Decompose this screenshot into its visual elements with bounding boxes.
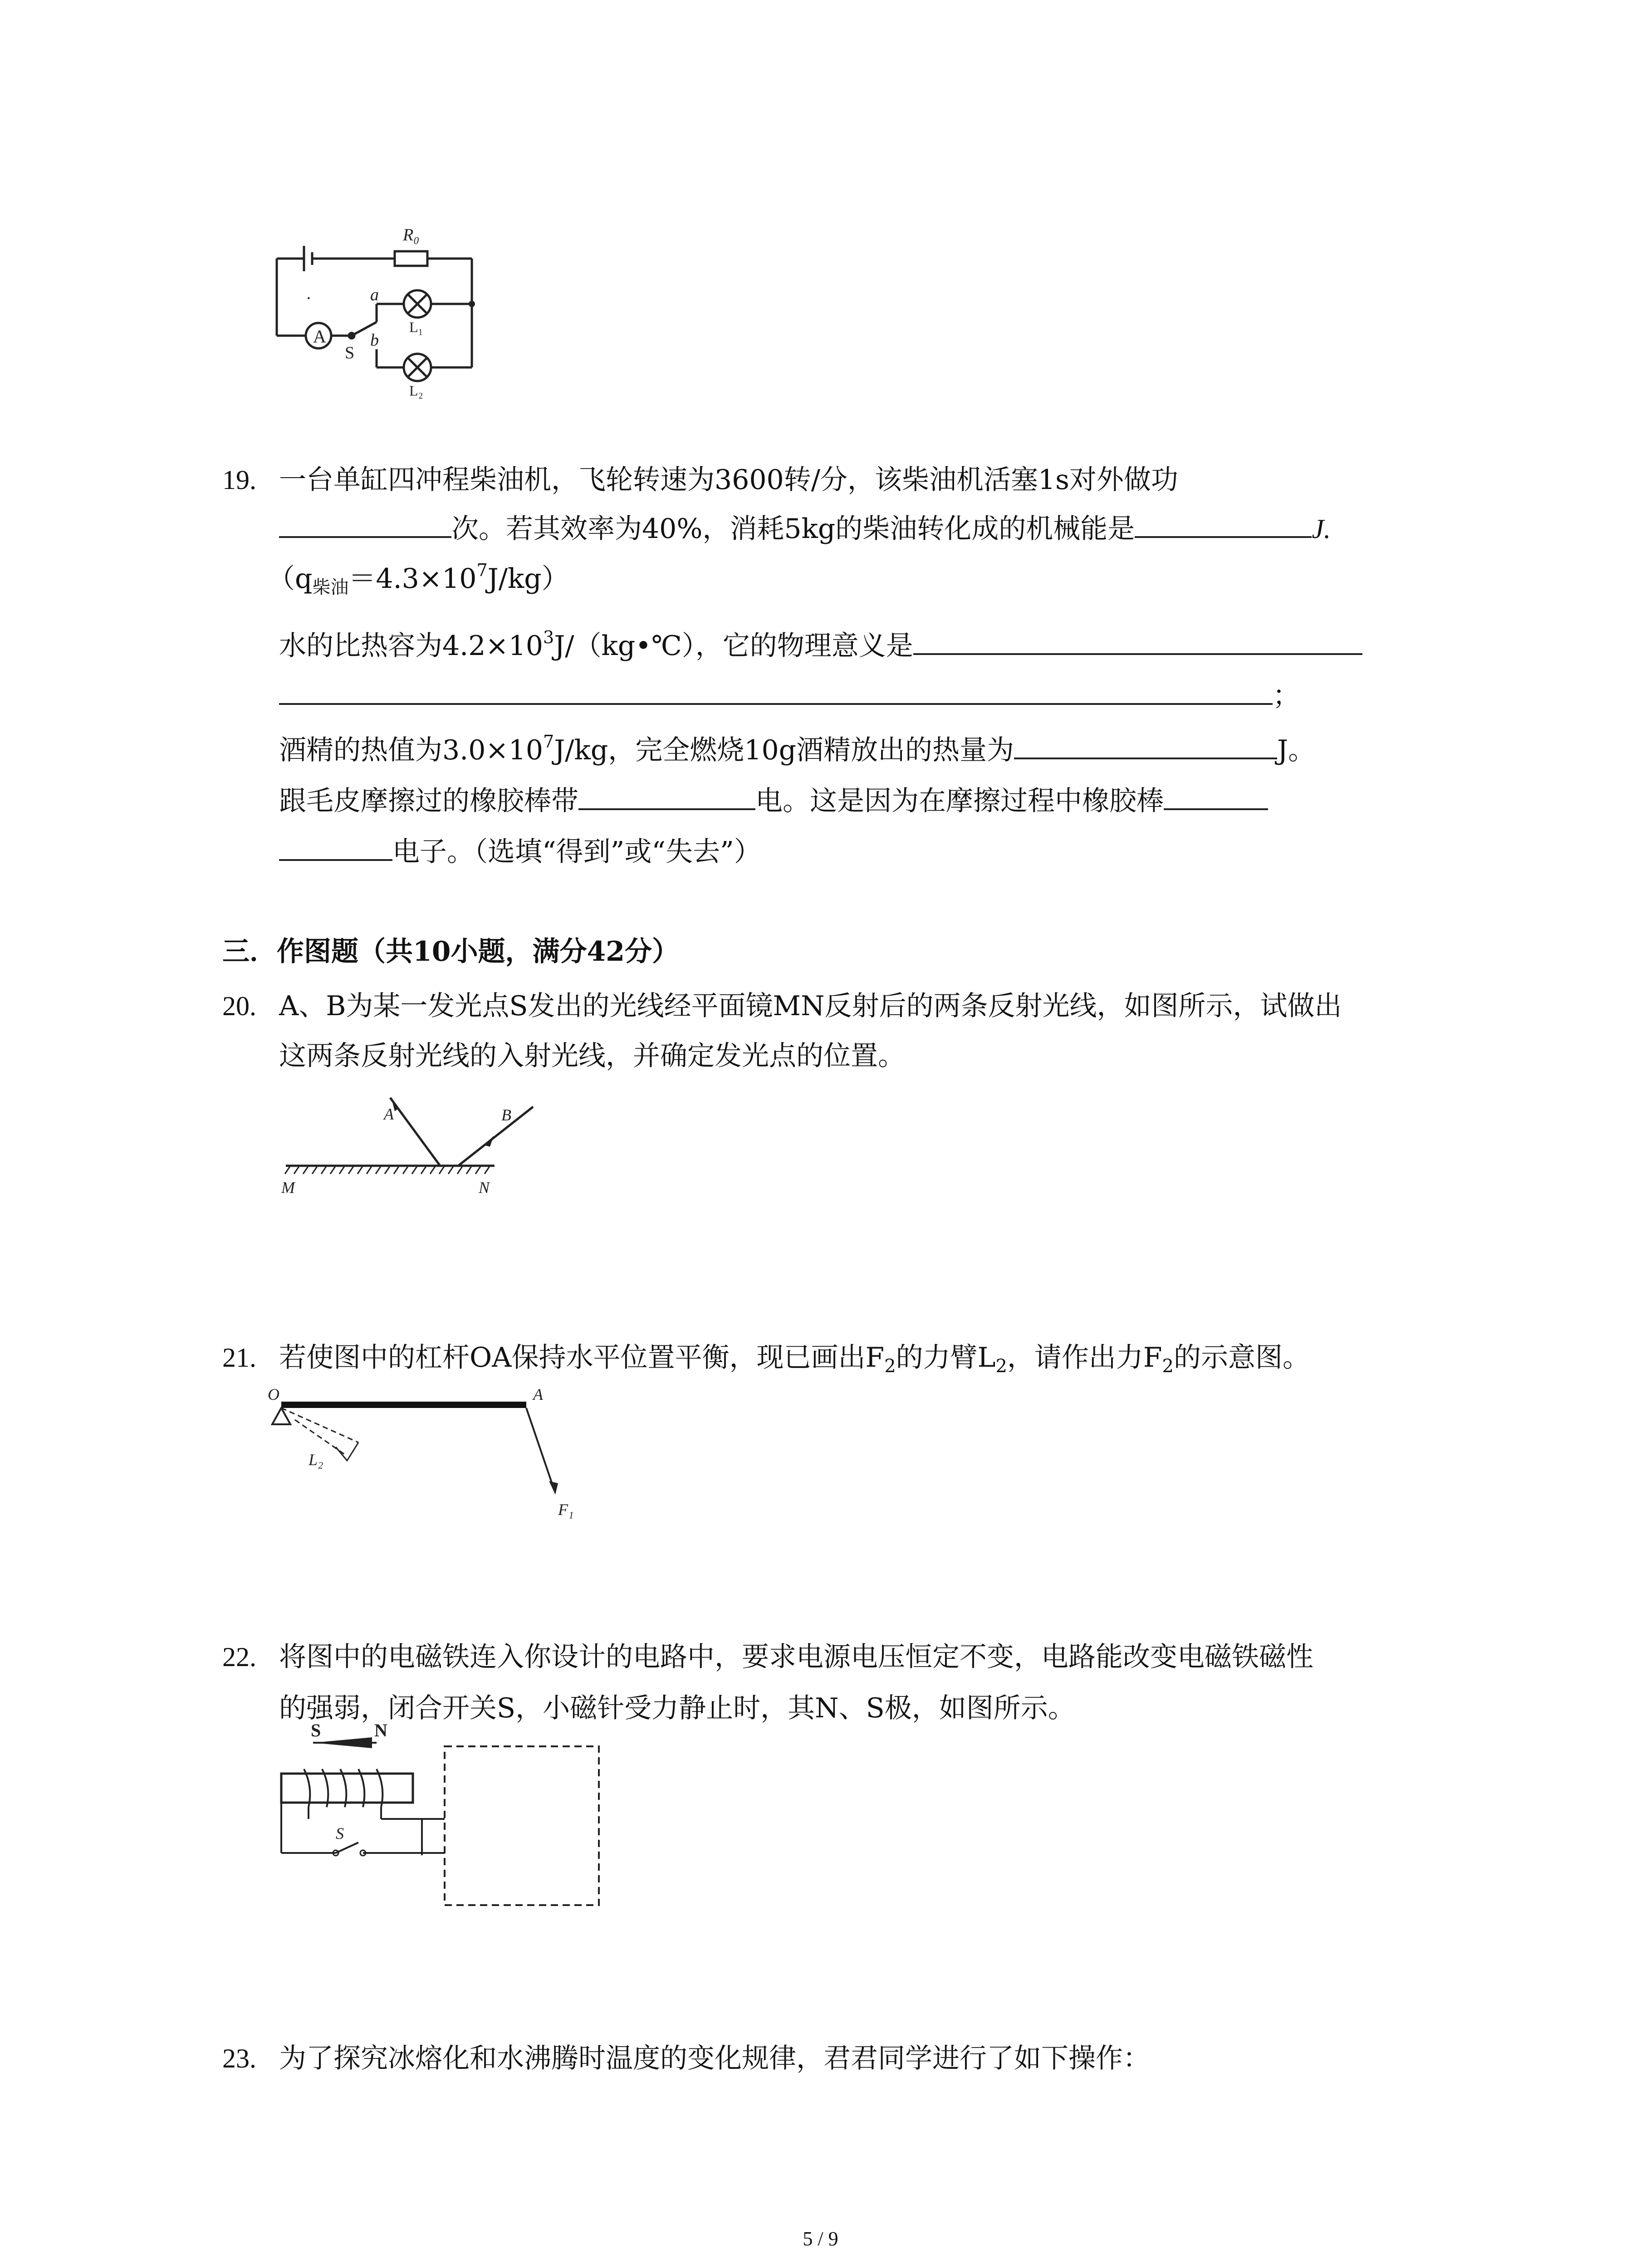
q21-l1-a: 若使图中的杠杆OA保持水平位置平衡，现已画出F: [279, 1342, 885, 1374]
label-a: a: [370, 285, 379, 304]
q21-l1-c: ，请作出力F: [1007, 1342, 1162, 1374]
label-ray-b: B: [501, 1106, 511, 1124]
q19-line3: [268, 557, 569, 601]
q19-line2: [279, 507, 1331, 551]
answer-blank-3[interactable]: [913, 626, 1362, 655]
label-needle-n: N: [374, 1724, 387, 1740]
q19-l4-a: 水的比热容为4.2×10: [279, 630, 544, 662]
label-r0: R₀: [403, 225, 420, 244]
q19-line4: [279, 624, 1362, 668]
q19-l5-semicolon: ；: [1273, 680, 1300, 712]
q19-line7: [279, 779, 1268, 823]
electromagnet-diagram: [272, 1724, 617, 1914]
answer-blank-2[interactable]: [1135, 509, 1312, 538]
label-n: N: [479, 1178, 490, 1197]
q19-line6: [279, 728, 1315, 772]
question-number-23: 23.: [222, 2043, 256, 2073]
question-number-21: 21.: [222, 1343, 256, 1373]
label-l2: L₂: [309, 1451, 323, 1469]
q19-l7-b: 电。这是因为在摩擦过程中橡胶棒: [755, 785, 1164, 817]
label-m: M: [281, 1178, 295, 1197]
q19-l6-sup: 7: [543, 732, 554, 752]
circuit-diagram: [268, 213, 495, 404]
label-dot: ·: [306, 289, 312, 308]
label-o: O: [268, 1385, 279, 1403]
answer-blank-5[interactable]: [1014, 730, 1277, 759]
q19-l8-text: 电子。（选填“得到”或“失去”）: [392, 836, 761, 868]
q19-l3-sub: 柴油: [312, 577, 349, 598]
label-switch: S: [345, 343, 355, 362]
q19-l6-b: J/kg，完全燃烧10g酒精放出的热量为: [554, 734, 1014, 766]
q21-sub-1: 2: [884, 1356, 896, 1377]
q19-l6-c: J。: [1277, 734, 1316, 766]
q22-line2: 的强弱，闭合开关S，小磁针受力静止时，其N、S极，如图所示。: [279, 1692, 1075, 1724]
answer-blank-1[interactable]: [279, 509, 451, 538]
q19-l3-sup: 7: [476, 560, 488, 580]
question-number-22: 22.: [222, 1642, 256, 1672]
q19-l3-b: ＝4.3×10: [348, 563, 477, 595]
label-ray-a: A: [384, 1105, 394, 1123]
q19-line1: 一台单缸四冲程柴油机，飞轮转速为3600转/分，该柴油机活塞1s对外做功: [279, 464, 1178, 496]
question-number-19: 19.: [222, 465, 256, 495]
q21-l1-d: 的示意图。: [1174, 1342, 1310, 1374]
q19-l7-a: 跟毛皮摩擦过的橡胶棒带: [279, 785, 578, 817]
lever-diagram: [268, 1383, 585, 1520]
q21-line1: [279, 1336, 1310, 1379]
q19-line5: [279, 674, 1300, 718]
mirror-diagram: [277, 1089, 558, 1198]
label-needle-s: S: [311, 1724, 321, 1740]
answer-blank-7b[interactable]: [279, 832, 392, 861]
q22-line1: 将图中的电磁铁连入你设计的电路中，要求电源电压恒定不变，电路能改变电磁铁磁性: [279, 1641, 1313, 1673]
q21-l1-b: 的力臂L: [896, 1342, 996, 1374]
q19-l3-c: J/kg）: [487, 563, 569, 595]
q19-l6-a: 酒精的热值为3.0×10: [279, 734, 544, 766]
label-a: A: [533, 1385, 543, 1403]
label-l1: L₁: [409, 319, 423, 335]
q20-line2: 这两条反射光线的入射光线，并确定发光点的位置。: [279, 1040, 905, 1072]
answer-blank-4[interactable]: [279, 676, 1273, 705]
q19-unit-j: J.: [1312, 514, 1331, 544]
label-switch-s: S: [336, 1824, 344, 1843]
label-f1: F₁: [558, 1501, 574, 1519]
q19-line2-text: 次。若其效率为40%，消耗5kg的柴油转化成的机械能是: [451, 513, 1135, 545]
label-ammeter: A: [313, 326, 326, 347]
q19-line8: [279, 830, 761, 874]
answer-blank-7a[interactable]: [1164, 781, 1268, 810]
q21-sub-3: 2: [1162, 1356, 1174, 1377]
label-l2: L₂: [409, 382, 423, 399]
section-3-title: 三．作图题（共10小题，满分42分）: [222, 936, 679, 968]
question-number-20: 20.: [222, 991, 256, 1021]
page-number: 5 / 9: [803, 2228, 838, 2250]
q23-line1: 为了探究冰熔化和水沸腾时温度的变化规律，君君同学进行了如下操作：: [279, 2043, 1150, 2074]
q19-l4-sup: 3: [543, 627, 554, 647]
label-b: b: [370, 331, 379, 350]
q21-sub-2: 2: [995, 1356, 1007, 1377]
q19-l4-b: J/（kg•℃），它的物理意义是: [554, 630, 913, 662]
q20-line1: A、B为某一发光点S发出的光线经平面镜MN反射后的两条反射光线，如图所示，试做出: [279, 990, 1342, 1022]
q19-l3-a: （q: [268, 563, 313, 595]
answer-blank-6[interactable]: [578, 781, 755, 810]
